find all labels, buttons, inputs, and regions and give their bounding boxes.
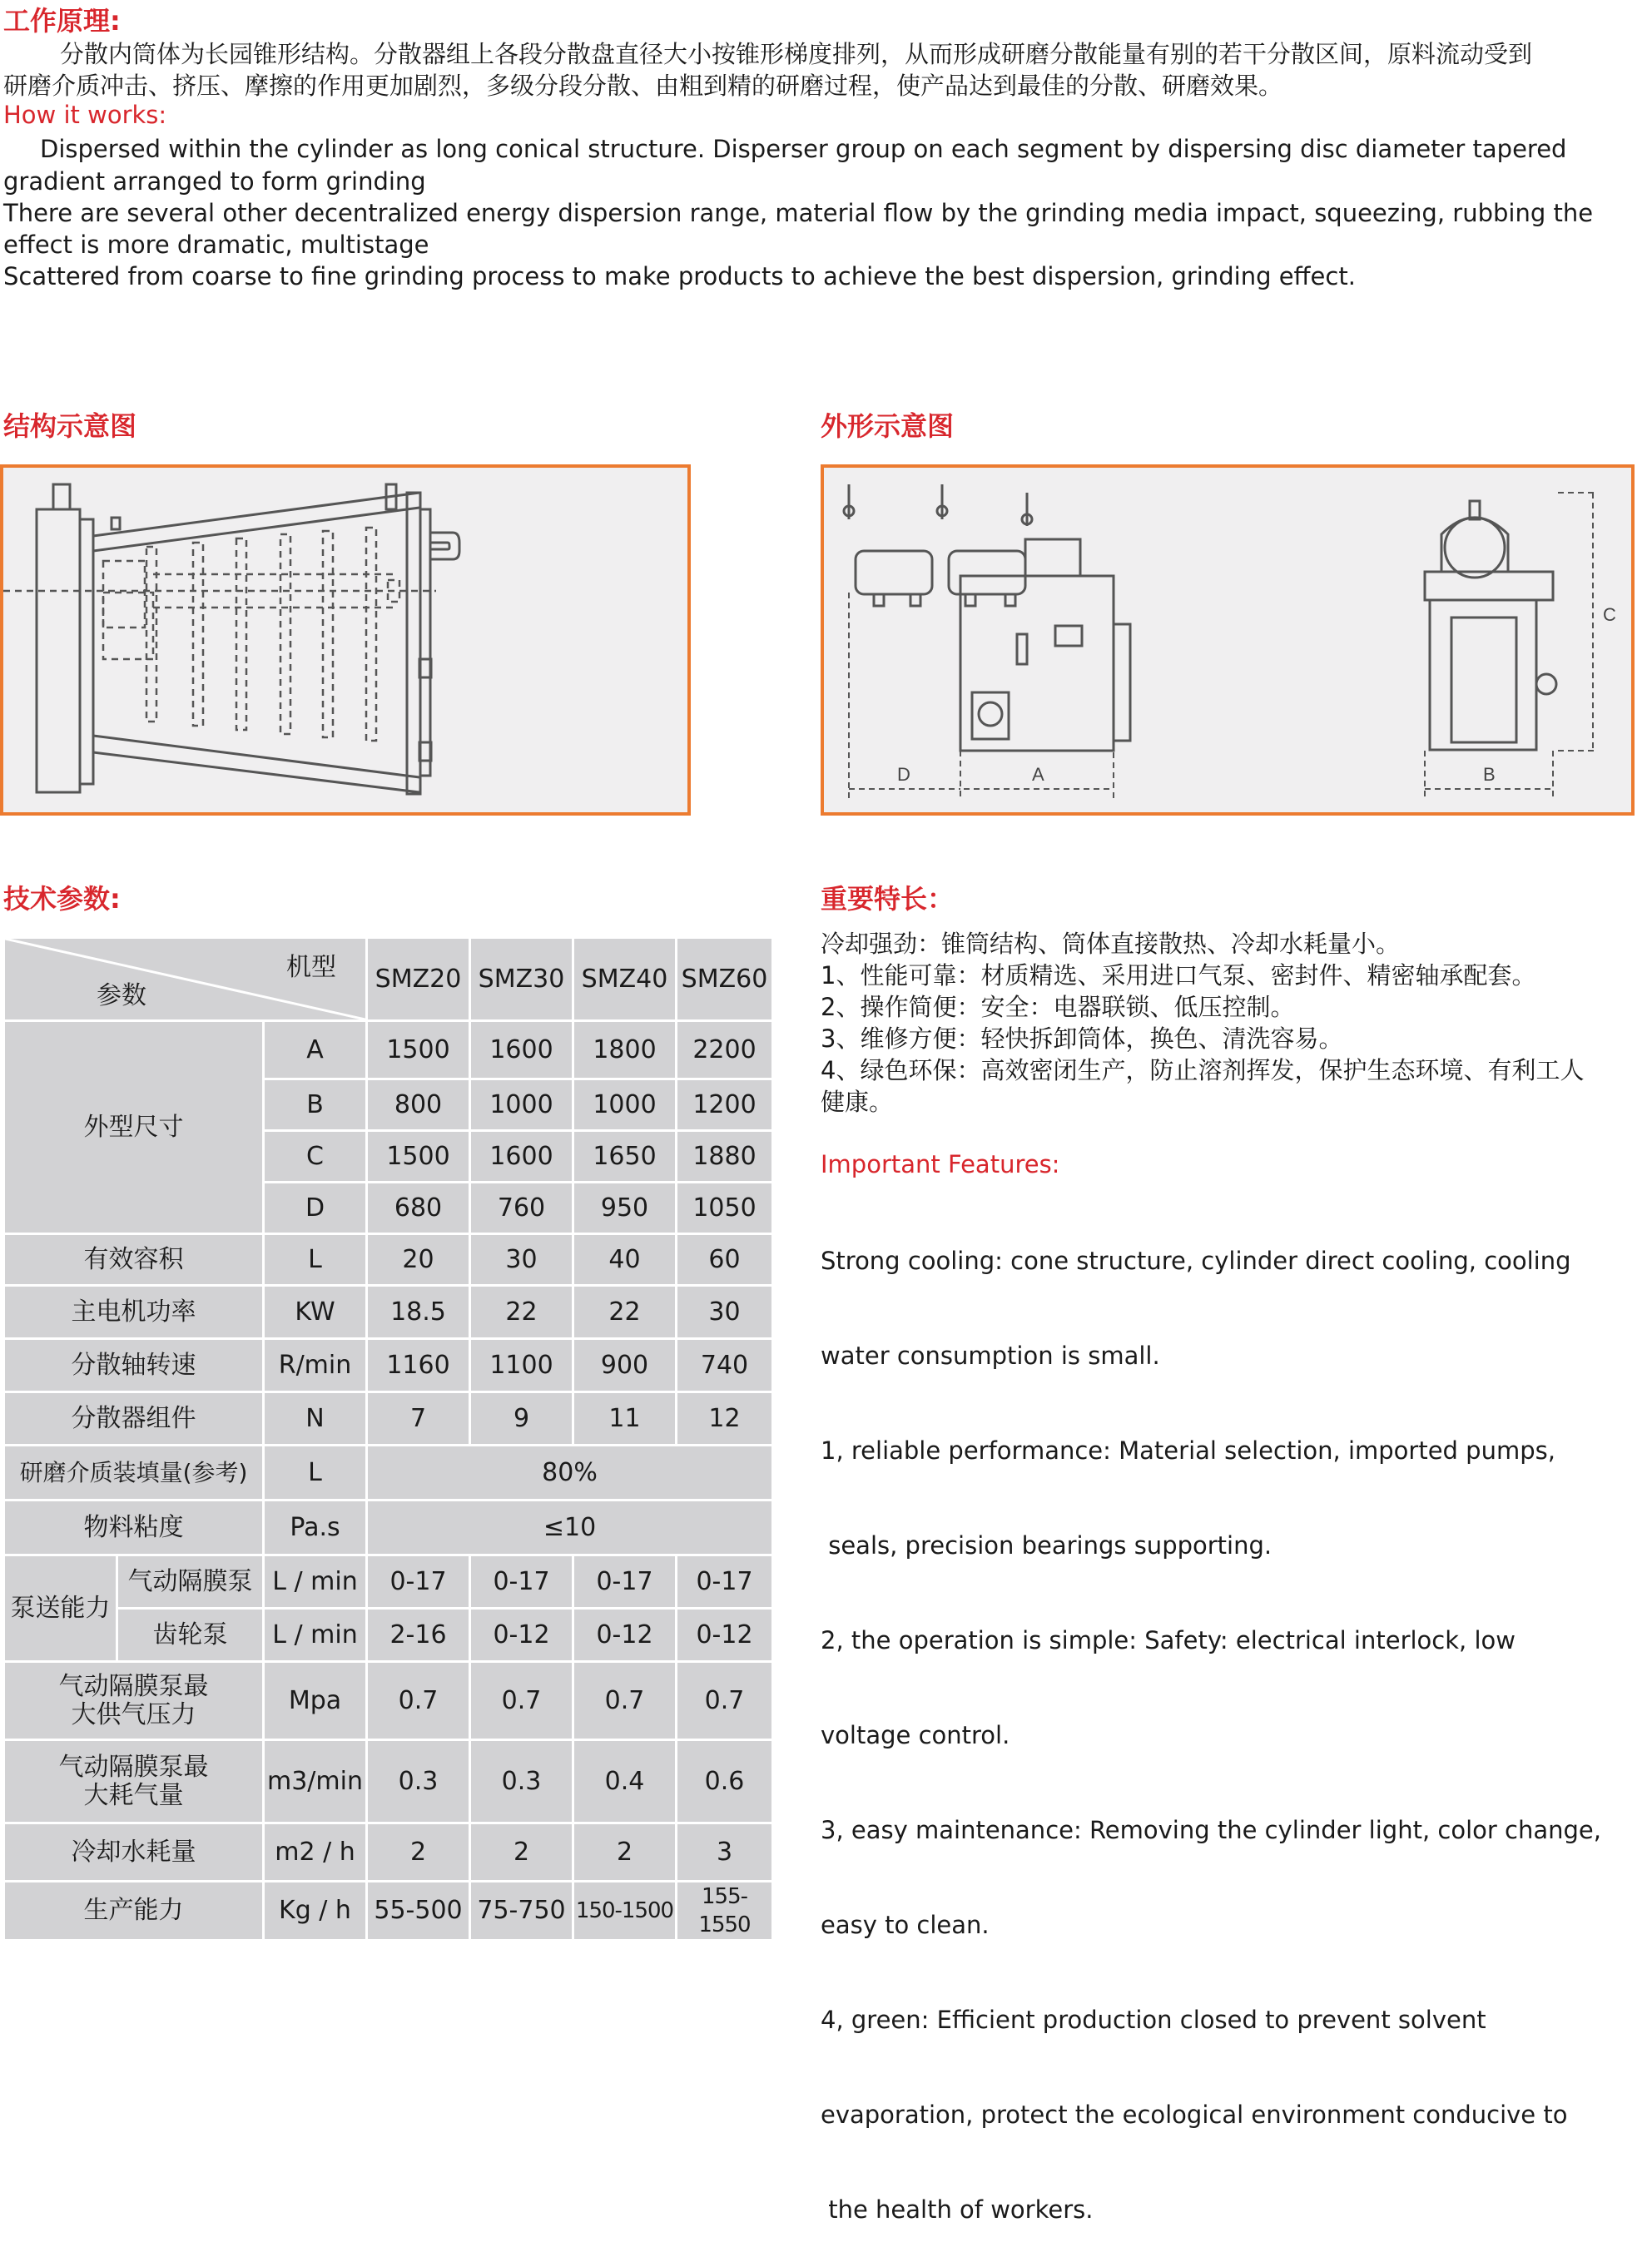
row-label: 有效容积: [5, 1235, 265, 1287]
row-value: 680: [368, 1183, 471, 1235]
row-value: 1650: [574, 1132, 677, 1183]
row-value: 1800: [574, 1022, 677, 1080]
row-value: 1000: [471, 1080, 574, 1132]
row-value: 2: [368, 1824, 471, 1882]
row-value: 1100: [471, 1340, 574, 1393]
row-value: 1200: [677, 1080, 774, 1132]
row-label-line: 气动隔膜泵最: [58, 1671, 209, 1701]
row-value: 150-1500: [574, 1882, 677, 1942]
row-label-line: 大供气压力: [71, 1699, 196, 1729]
row-value: 0.7: [677, 1663, 774, 1741]
feature-cn-line: 冷却强劲：锥筒结构、筒体直接散热、冷却水耗量小。: [821, 930, 1401, 958]
row-value: 1880: [677, 1132, 774, 1183]
features-title-cn: 重要特长：: [821, 883, 955, 915]
row-value: 900: [574, 1340, 677, 1393]
row-value: 0-17: [368, 1556, 471, 1610]
table-row: [5, 1446, 774, 1501]
features-cn-list: [821, 928, 1632, 1118]
table-row: [5, 1610, 774, 1663]
row-value: 0.7: [574, 1663, 677, 1741]
model-header-2: SMZ30: [471, 939, 574, 1022]
model-header-4: SMZ60: [677, 939, 774, 1022]
row-value: 0.4: [574, 1741, 677, 1824]
row-value: 1600: [471, 1022, 574, 1080]
header-corner-cell: [5, 939, 368, 1022]
row-unit: m3/min: [265, 1741, 368, 1824]
row-value: 950: [574, 1183, 677, 1235]
feature-en-line: the health of workers.: [821, 2195, 1094, 2224]
feature-en-line: 4, green: Efficient production closed to prevent solvent: [821, 2006, 1486, 2034]
row-value: 60: [677, 1235, 774, 1287]
dim-label-b: B: [1483, 764, 1496, 785]
row-value: 0.3: [471, 1741, 574, 1824]
row-value: 12: [677, 1393, 774, 1446]
outline-diagram: [821, 464, 1635, 816]
intro-text-cn-1: 分散内筒体为长园锥形结构。分散器组上各段分散盘直径大小按锥形梯度排列，从而形成研磨分散能量有别的若干分散区间，原料流动受到: [60, 40, 1533, 68]
structure-diagram: [0, 464, 691, 816]
row-label: [5, 1663, 265, 1741]
row-value: 75-750: [471, 1882, 574, 1942]
row-value: 760: [471, 1183, 574, 1235]
row-value: 1160: [368, 1340, 471, 1393]
row-value: 2200: [677, 1022, 774, 1080]
row-unit: Mpa: [265, 1663, 368, 1741]
row-label: 分散器组件: [5, 1393, 265, 1446]
row-unit: R/min: [265, 1340, 368, 1393]
row-value: 20: [368, 1235, 471, 1287]
row-value: 30: [471, 1235, 574, 1287]
pump-type-label: 气动隔膜泵: [118, 1556, 265, 1610]
row-value: 800: [368, 1080, 471, 1132]
row-value: 9: [471, 1393, 574, 1446]
feature-en-line: 3, easy maintenance: Removing the cylinder light, color change,: [821, 1816, 1601, 1844]
size-group-label: 外型尺寸: [5, 1022, 265, 1235]
row-value: 0-17: [677, 1556, 774, 1610]
outline-diagram-drawing: [824, 468, 1631, 812]
row-value: 2: [471, 1824, 574, 1882]
intro-title-en: How it works:: [3, 101, 167, 129]
feature-en-line: easy to clean.: [821, 1911, 990, 1939]
row-value: 40: [574, 1235, 677, 1287]
header-param-label: 参数: [97, 981, 146, 1010]
feature-cn-line: 2、操作简便：安全：电器联锁、低压控制。: [821, 993, 1295, 1021]
row-label: 研磨介质装填量(参考): [5, 1446, 265, 1501]
feature-en-line: Strong cooling: cone structure, cylinder direct cooling, cooling: [821, 1247, 1571, 1275]
pump-type-label: 齿轮泵: [118, 1610, 265, 1663]
outline-diagram-title: 外形示意图: [821, 410, 955, 442]
feature-cn-line: 1、性能可靠：材质精选、采用进口气泵、密封件、精密轴承配套。: [821, 961, 1536, 990]
row-unit: Kg / h: [265, 1882, 368, 1942]
row-label: 生产能力: [5, 1882, 265, 1942]
row-value: 0.7: [368, 1663, 471, 1741]
row-value: 0.7: [471, 1663, 574, 1741]
row-value: 2-16: [368, 1610, 471, 1663]
row-unit: L: [265, 1446, 368, 1501]
row-unit: L: [265, 1235, 368, 1287]
row-label: 冷却水耗量: [5, 1824, 265, 1882]
feature-cn-line: 健康。: [821, 1088, 894, 1116]
header-model-label: 机型: [286, 953, 336, 982]
row-unit: B: [265, 1080, 368, 1132]
row-value: 0-17: [471, 1556, 574, 1610]
table-row: [5, 1287, 774, 1340]
row-label: [5, 1741, 265, 1824]
structure-diagram-drawing: [3, 468, 687, 812]
intro-text-en-4: effect is more dramatic, multistage: [3, 231, 429, 259]
row-value: 2: [574, 1824, 677, 1882]
feature-en-line: water consumption is small.: [821, 1342, 1160, 1370]
feature-cn-line: 3、维修方便：轻快拆卸筒体，换色、清洗容易。: [821, 1024, 1343, 1053]
intro-text-en-2: gradient arranged to form grinding: [3, 167, 426, 196]
row-value: 18.5: [368, 1287, 471, 1340]
feature-cn-line: 4、绿色环保：高效密闭生产，防止溶剂挥发，保护生态环境、有利工人: [821, 1056, 1585, 1084]
row-unit: D: [265, 1183, 368, 1235]
table-row: [5, 1501, 774, 1556]
table-row: [5, 1235, 774, 1287]
row-unit: L / min: [265, 1610, 368, 1663]
row-label: 物料粘度: [5, 1501, 265, 1556]
row-value: 1600: [471, 1132, 574, 1183]
row-value: 22: [471, 1287, 574, 1340]
row-label-line: 气动隔膜泵最: [58, 1752, 209, 1782]
model-header-3: SMZ40: [574, 939, 677, 1022]
row-value: 155-1550: [677, 1882, 774, 1942]
feature-en-line: seals, precision bearings supporting.: [821, 1531, 1272, 1560]
row-unit: A: [265, 1022, 368, 1080]
row-value: 3: [677, 1824, 774, 1882]
feature-en-line: 1, reliable performance: Material selection, imported pumps,: [821, 1436, 1555, 1465]
feature-en-line: 2, the operation is simple: Safety: electrical interlock, low: [821, 1626, 1516, 1654]
row-label: 主电机功率: [5, 1287, 265, 1340]
row-value: 0.3: [368, 1741, 471, 1824]
row-value: 0-12: [677, 1610, 774, 1663]
table-row: [5, 1556, 774, 1610]
spec-table: [5, 939, 774, 1942]
table-row: [5, 1340, 774, 1393]
features-title-en: Important Features:: [821, 1150, 1060, 1178]
intro-text-en-5: Scattered from coarse to fine grinding process to make products to achieve the best dispersion, grinding effect.: [3, 262, 1356, 290]
intro-title-cn: 工作原理:: [3, 5, 121, 37]
model-header-1: SMZ20: [368, 939, 471, 1022]
feature-en-line: evaporation, protect the ecological environment conducive to: [821, 2101, 1568, 2129]
table-row: [5, 1663, 774, 1741]
pump-group-label: 泵送能力: [5, 1556, 118, 1663]
row-value: 30: [677, 1287, 774, 1340]
table-row: [5, 1022, 774, 1080]
row-value: 1050: [677, 1183, 774, 1235]
row-unit: C: [265, 1132, 368, 1183]
structure-diagram-title: 结构示意图: [3, 410, 137, 442]
row-value: 0-12: [471, 1610, 574, 1663]
intro-text-en-3: There are several other decentralized energy dispersion range, material flow by the grinding media impact, squeezing, rubbing the: [3, 199, 1594, 227]
row-value: 22: [574, 1287, 677, 1340]
row-value: 7: [368, 1393, 471, 1446]
table-row: [5, 1824, 774, 1882]
intro-text-cn-2: 研磨介质冲击、挤压、摩擦的作用更加剧烈，多级分段分散、由粗到精的研磨过程，使产品达到最佳的分散、研磨效果。: [3, 72, 1283, 100]
row-merged-value: 80%: [368, 1446, 774, 1501]
specs-title: 技术参数:: [3, 883, 121, 915]
intro-text-en-1: Dispersed within the cylinder as long conical structure. Disperser group on each segment by dispersing disc diameter tapered: [40, 135, 1567, 163]
table-row: [5, 1393, 774, 1446]
row-value: 1000: [574, 1080, 677, 1132]
row-value: 11: [574, 1393, 677, 1446]
row-merged-value: ≤10: [368, 1501, 774, 1556]
row-value: 0.6: [677, 1741, 774, 1824]
feature-en-line: voltage control.: [821, 1721, 1010, 1749]
row-label: 分散轴转速: [5, 1340, 265, 1393]
dim-label-a: A: [1032, 764, 1044, 785]
row-value: 1500: [368, 1022, 471, 1080]
row-unit: L / min: [265, 1556, 368, 1610]
row-label-line: 大耗气量: [83, 1780, 184, 1810]
table-row: [5, 1882, 774, 1942]
dim-label-d: D: [897, 764, 910, 785]
row-unit: KW: [265, 1287, 368, 1340]
row-value: 740: [677, 1340, 774, 1393]
table-row: [5, 1741, 774, 1824]
features-en-list: [821, 1182, 1632, 2257]
row-value: 55-500: [368, 1882, 471, 1942]
dim-label-c: C: [1603, 604, 1616, 625]
row-value: 0-12: [574, 1610, 677, 1663]
row-unit: m2 / h: [265, 1824, 368, 1882]
row-value: 1500: [368, 1132, 471, 1183]
row-unit: N: [265, 1393, 368, 1446]
row-value: 0-17: [574, 1556, 677, 1610]
table-header-row: [5, 939, 774, 1022]
row-unit: Pa.s: [265, 1501, 368, 1556]
